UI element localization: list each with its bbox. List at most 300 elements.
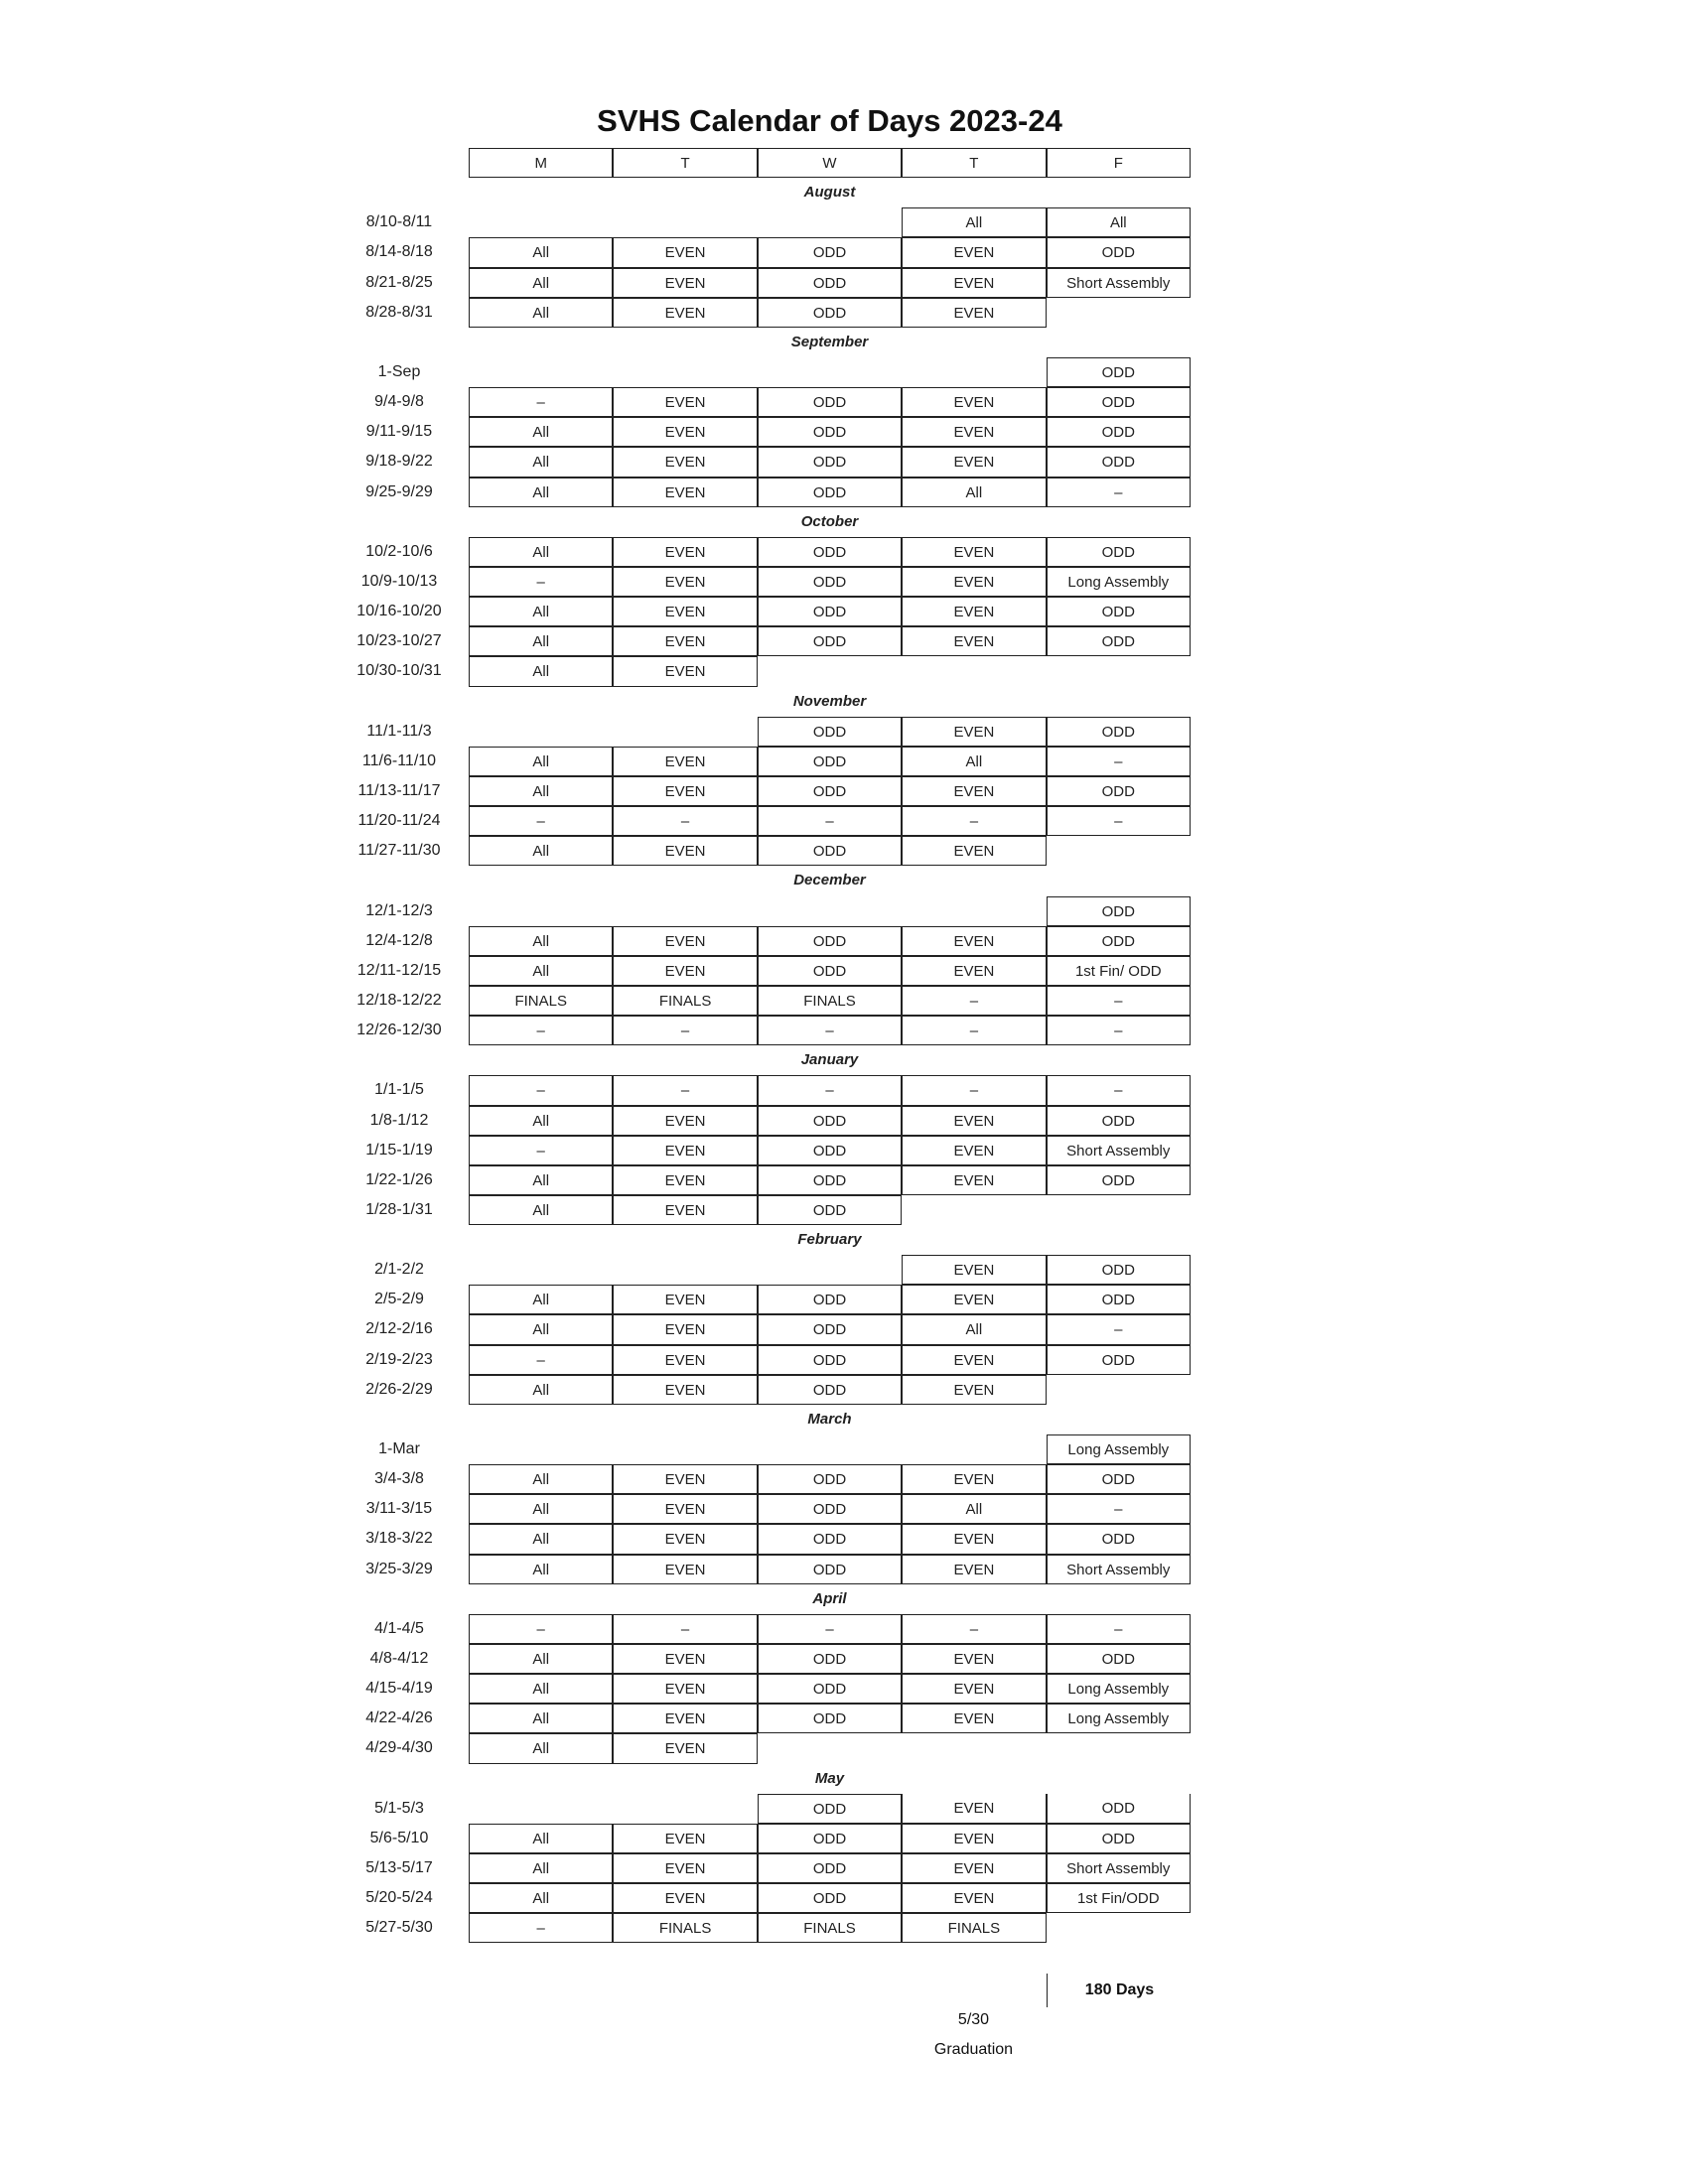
- month-row: [338, 1764, 1201, 1794]
- day-cell-friday: ODD: [1047, 387, 1191, 417]
- day-cell-tuesday: FINALS: [613, 1913, 757, 1943]
- day-cell-tuesday: EVEN: [613, 1375, 757, 1405]
- day-cell-friday: Long Assembly: [1047, 1674, 1191, 1704]
- day-cell-wednesday: ODD: [758, 626, 902, 656]
- week-row: [338, 1434, 1201, 1464]
- day-cell-monday: All: [469, 1165, 613, 1195]
- day-cell-wednesday: ODD: [758, 717, 902, 747]
- day-cell-monday: All: [469, 1883, 613, 1913]
- week-row: [338, 387, 1201, 417]
- week-range-label: 4/29-4/30: [365, 1739, 433, 1757]
- week-range-label: 8/21-8/25: [365, 273, 433, 291]
- week-range-label: 2/1-2/2: [374, 1261, 424, 1279]
- week-row: [338, 717, 1201, 747]
- day-cell-thursday: EVEN: [902, 1464, 1046, 1494]
- day-cell-tuesday: EVEN: [613, 1136, 757, 1165]
- week-row: [338, 567, 1201, 597]
- day-cell-thursday: EVEN: [902, 387, 1046, 417]
- week-row: [338, 417, 1201, 447]
- day-cell-monday: All: [469, 776, 613, 806]
- day-cell-wednesday: ODD: [758, 1464, 902, 1494]
- day-cell-tuesday: EVEN: [613, 1195, 757, 1225]
- day-cell-tuesday: EVEN: [613, 1644, 757, 1674]
- day-cell-monday: –: [469, 1136, 613, 1165]
- week-row: [338, 1733, 1201, 1763]
- column-header-tuesday: T: [613, 148, 757, 178]
- day-cell-thursday: EVEN: [902, 1824, 1046, 1853]
- day-cell-thursday: EVEN: [902, 1853, 1046, 1883]
- day-cell-wednesday: ODD: [758, 836, 902, 866]
- day-cell-tuesday: EVEN: [613, 1733, 757, 1763]
- day-cell-thursday: EVEN: [902, 956, 1046, 986]
- week-row: [338, 447, 1201, 477]
- day-cell-tuesday: EVEN: [613, 926, 757, 956]
- day-cell-wednesday: ODD: [758, 1853, 902, 1883]
- graduation-label: Graduation: [933, 2041, 1014, 2058]
- week-range-label: 9/25-9/29: [365, 482, 433, 500]
- column-header-monday: M: [469, 148, 613, 178]
- day-cell-wednesday: ODD: [758, 1824, 902, 1853]
- day-cell-monday: All: [469, 1674, 613, 1704]
- week-range-label: 2/26-2/29: [365, 1380, 433, 1398]
- week-range-label: 12/4-12/8: [365, 931, 433, 949]
- week-row: [338, 237, 1201, 267]
- day-cell-friday: ODD: [1047, 776, 1191, 806]
- day-cell-thursday: All: [902, 478, 1046, 507]
- day-cell-wednesday: ODD: [758, 1494, 902, 1524]
- day-cell-wednesday: ODD: [758, 956, 902, 986]
- week-range-label: 10/16-10/20: [356, 603, 442, 620]
- day-cell-monday: –: [469, 567, 613, 597]
- day-cell-thursday: EVEN: [902, 1644, 1046, 1674]
- day-cell-wednesday: ODD: [758, 926, 902, 956]
- day-cell-monday: –: [469, 387, 613, 417]
- day-cell-wednesday: ODD: [758, 567, 902, 597]
- day-cell-thursday: EVEN: [902, 268, 1046, 298]
- day-cell-wednesday: ODD: [758, 1136, 902, 1165]
- week-row: [338, 1075, 1201, 1105]
- day-cell-tuesday: EVEN: [613, 1883, 757, 1913]
- day-cell-wednesday: ODD: [758, 537, 902, 567]
- day-cell-tuesday: EVEN: [613, 1285, 757, 1314]
- day-cell-wednesday: ODD: [758, 417, 902, 447]
- day-cell-friday: ODD: [1047, 537, 1191, 567]
- month-label: March: [807, 1410, 852, 1428]
- day-cell-thursday: –: [902, 1614, 1046, 1644]
- week-range-label: 12/18-12/22: [356, 991, 442, 1009]
- week-range-label: 3/11-3/15: [365, 1500, 433, 1518]
- day-cell-thursday: EVEN: [902, 926, 1046, 956]
- week-range-label: 4/8-4/12: [369, 1650, 429, 1668]
- week-row: [338, 1314, 1201, 1344]
- day-cell-thursday: EVEN: [902, 836, 1046, 866]
- week-range-label: 5/13-5/17: [365, 1859, 433, 1877]
- day-cell-wednesday: ODD: [758, 1285, 902, 1314]
- day-cell-tuesday: EVEN: [613, 597, 757, 626]
- day-cell-tuesday: EVEN: [613, 836, 757, 866]
- week-row: [338, 806, 1201, 836]
- week-range-label: 12/26-12/30: [356, 1022, 442, 1039]
- week-range-label: 8/28-8/31: [365, 303, 433, 321]
- day-cell-friday: ODD: [1047, 926, 1191, 956]
- day-cell-thursday: EVEN: [902, 776, 1046, 806]
- day-cell-tuesday: EVEN: [613, 1555, 757, 1584]
- day-cell-tuesday: EVEN: [613, 1165, 757, 1195]
- day-cell-monday: All: [469, 836, 613, 866]
- day-cell-friday: ODD: [1047, 1255, 1191, 1285]
- day-cell-wednesday: ODD: [758, 478, 902, 507]
- week-row: [338, 1464, 1201, 1494]
- week-range-label: 5/20-5/24: [365, 1889, 433, 1907]
- week-row: [338, 1524, 1201, 1554]
- day-cell-tuesday: EVEN: [613, 268, 757, 298]
- day-cell-wednesday: ODD: [758, 387, 902, 417]
- week-range-label: 11/1-11/3: [366, 722, 432, 740]
- day-cell-wednesday: –: [758, 806, 902, 836]
- day-cell-tuesday: –: [613, 1075, 757, 1105]
- day-cell-wednesday: ODD: [758, 1165, 902, 1195]
- day-cell-friday: ODD: [1047, 1285, 1191, 1314]
- day-cell-wednesday: –: [758, 1614, 902, 1644]
- day-cell-wednesday: ODD: [758, 1524, 902, 1554]
- day-cell-monday: –: [469, 1016, 613, 1045]
- day-cell-thursday: All: [902, 747, 1046, 776]
- day-cell-wednesday: FINALS: [758, 986, 902, 1016]
- day-cell-monday: –: [469, 1075, 613, 1105]
- day-cell-monday: All: [469, 1824, 613, 1853]
- week-row: [338, 1375, 1201, 1405]
- month-row: [338, 328, 1201, 357]
- page-title: SVHS Calendar of Days 2023-24: [597, 103, 1062, 138]
- month-label: December: [793, 872, 866, 889]
- day-cell-monday: All: [469, 1644, 613, 1674]
- day-cell-wednesday: ODD: [758, 1674, 902, 1704]
- day-cell-wednesday: ODD: [758, 1883, 902, 1913]
- month-row: [338, 1225, 1201, 1255]
- day-cell-friday: ODD: [1047, 447, 1191, 477]
- week-row: [338, 1494, 1201, 1524]
- day-cell-thursday: EVEN: [902, 1285, 1046, 1314]
- day-cell-tuesday: EVEN: [613, 387, 757, 417]
- week-row: [338, 986, 1201, 1016]
- week-range-label: 1/28-1/31: [365, 1200, 433, 1218]
- week-range-label: 1/22-1/26: [365, 1170, 433, 1188]
- day-cell-tuesday: EVEN: [613, 1853, 757, 1883]
- day-cell-monday: All: [469, 298, 613, 328]
- week-row: [338, 1853, 1201, 1883]
- day-cell-monday: All: [469, 1285, 613, 1314]
- week-range-label: 5/1-5/3: [374, 1799, 424, 1817]
- day-cell-monday: –: [469, 1614, 613, 1644]
- day-cell-tuesday: FINALS: [613, 986, 757, 1016]
- day-cell-monday: FINALS: [469, 986, 613, 1016]
- day-cell-friday: 1st Fin/ODD: [1047, 1883, 1191, 1913]
- day-cell-monday: –: [469, 1345, 613, 1375]
- day-cell-friday: –: [1047, 986, 1191, 1016]
- day-cell-tuesday: EVEN: [613, 237, 757, 267]
- day-cell-monday: All: [469, 1314, 613, 1344]
- week-range-label: 1-Sep: [377, 362, 421, 380]
- week-range-label: 11/27-11/30: [357, 842, 441, 860]
- day-cell-tuesday: –: [613, 1016, 757, 1045]
- day-cell-tuesday: EVEN: [613, 567, 757, 597]
- week-row: [338, 1824, 1201, 1853]
- day-cell-monday: All: [469, 478, 613, 507]
- day-cell-thursday: EVEN: [902, 1674, 1046, 1704]
- calendar-body: [338, 178, 1201, 1943]
- day-cell-monday: All: [469, 1524, 613, 1554]
- day-cell-friday: –: [1047, 806, 1191, 836]
- day-cell-tuesday: EVEN: [613, 447, 757, 477]
- day-cell-wednesday: ODD: [758, 1794, 902, 1824]
- day-cell-monday: All: [469, 597, 613, 626]
- week-range-label: 1-Mar: [378, 1440, 420, 1458]
- day-cell-friday: ODD: [1047, 597, 1191, 626]
- week-row: [338, 656, 1201, 686]
- week-range-label: 11/6-11/10: [361, 751, 437, 769]
- header-row: [338, 148, 1201, 178]
- day-cell-wednesday: ODD: [758, 298, 902, 328]
- week-range-label: 11/20-11/24: [357, 812, 441, 830]
- week-range-label: 1/1-1/5: [374, 1081, 424, 1099]
- day-cell-friday: –: [1047, 1075, 1191, 1105]
- week-row: [338, 1106, 1201, 1136]
- day-cell-thursday: EVEN: [902, 1165, 1046, 1195]
- week-row: [338, 1255, 1201, 1285]
- day-cell-thursday: EVEN: [902, 1704, 1046, 1733]
- day-cell-thursday: EVEN: [902, 417, 1046, 447]
- day-cell-friday: ODD: [1047, 1464, 1191, 1494]
- day-cell-monday: All: [469, 626, 613, 656]
- day-cell-friday: –: [1047, 1016, 1191, 1045]
- day-cell-monday: –: [469, 806, 613, 836]
- day-cell-thursday: –: [902, 1075, 1046, 1105]
- day-cell-wednesday: ODD: [758, 1644, 902, 1674]
- day-cell-monday: All: [469, 237, 613, 267]
- week-row: [338, 207, 1201, 237]
- day-cell-friday: ODD: [1047, 417, 1191, 447]
- week-range-label: 3/18-3/22: [365, 1530, 433, 1548]
- column-header-thursday: T: [902, 148, 1046, 178]
- week-range-label: 5/6-5/10: [369, 1829, 429, 1846]
- day-cell-thursday: EVEN: [902, 567, 1046, 597]
- week-row: [338, 776, 1201, 806]
- week-range-label: 2/19-2/23: [365, 1350, 433, 1368]
- day-cell-monday: All: [469, 926, 613, 956]
- day-cell-friday: Long Assembly: [1047, 1434, 1191, 1464]
- week-row: [338, 478, 1201, 507]
- day-cell-wednesday: ODD: [758, 1106, 902, 1136]
- month-row: [338, 1405, 1201, 1434]
- day-cell-monday: All: [469, 268, 613, 298]
- day-cell-tuesday: EVEN: [613, 478, 757, 507]
- day-cell-thursday: EVEN: [902, 597, 1046, 626]
- day-cell-friday: Long Assembly: [1047, 1704, 1191, 1733]
- day-cell-friday: –: [1047, 1314, 1191, 1344]
- week-range-label: 1/15-1/19: [365, 1141, 433, 1159]
- day-cell-friday: –: [1047, 478, 1191, 507]
- day-cell-friday: ODD: [1047, 1824, 1191, 1853]
- week-range-label: 10/30-10/31: [356, 662, 442, 680]
- week-row: [338, 1555, 1201, 1584]
- day-cell-wednesday: ODD: [758, 1345, 902, 1375]
- day-cell-tuesday: EVEN: [613, 417, 757, 447]
- day-cell-friday: –: [1047, 1614, 1191, 1644]
- week-row: [338, 1644, 1201, 1674]
- day-cell-tuesday: EVEN: [613, 1824, 757, 1853]
- week-row: [338, 1136, 1201, 1165]
- day-cell-friday: –: [1047, 1494, 1191, 1524]
- day-cell-thursday: EVEN: [902, 1375, 1046, 1405]
- column-header-friday: F: [1047, 148, 1191, 178]
- month-row: [338, 507, 1201, 537]
- week-range-label: 4/15-4/19: [365, 1680, 433, 1698]
- calendar-grid: [338, 148, 1201, 1943]
- total-days-label: 180 Days: [1047, 1974, 1192, 2007]
- day-cell-monday: All: [469, 1733, 613, 1763]
- column-header-wednesday: W: [758, 148, 902, 178]
- month-label: October: [800, 512, 859, 530]
- day-cell-wednesday: ODD: [758, 1314, 902, 1344]
- day-cell-monday: All: [469, 956, 613, 986]
- day-cell-tuesday: EVEN: [613, 776, 757, 806]
- day-cell-wednesday: ODD: [758, 268, 902, 298]
- day-cell-tuesday: EVEN: [613, 537, 757, 567]
- week-range-label: 8/14-8/18: [365, 243, 433, 261]
- week-range-label: 9/4-9/8: [374, 393, 424, 411]
- week-row: [338, 1704, 1201, 1733]
- day-cell-monday: –: [469, 1913, 613, 1943]
- graduation-date: 5/30: [957, 2011, 990, 2028]
- day-cell-monday: All: [469, 1494, 613, 1524]
- week-row: [338, 1794, 1201, 1824]
- week-row: [338, 926, 1201, 956]
- week-row: [338, 1883, 1201, 1913]
- day-cell-monday: All: [469, 747, 613, 776]
- week-row: [338, 1016, 1201, 1045]
- week-range-label: 1/8-1/12: [369, 1111, 429, 1129]
- week-row: [338, 1913, 1201, 1943]
- week-range-label: 5/27-5/30: [365, 1919, 433, 1937]
- month-row: [338, 866, 1201, 895]
- day-cell-friday: Short Assembly: [1047, 1555, 1191, 1584]
- month-label: November: [792, 692, 867, 710]
- day-cell-wednesday: –: [758, 1016, 902, 1045]
- day-cell-wednesday: FINALS: [758, 1913, 902, 1943]
- day-cell-tuesday: EVEN: [613, 1106, 757, 1136]
- week-row: [338, 1345, 1201, 1375]
- day-cell-thursday: EVEN: [902, 237, 1046, 267]
- day-cell-friday: ODD: [1047, 1794, 1191, 1824]
- day-cell-monday: All: [469, 656, 613, 686]
- week-row: [338, 1165, 1201, 1195]
- day-cell-wednesday: ODD: [758, 1555, 902, 1584]
- week-range-label: 10/2-10/6: [365, 542, 433, 560]
- day-cell-monday: All: [469, 1555, 613, 1584]
- day-cell-tuesday: EVEN: [613, 747, 757, 776]
- month-label: February: [797, 1231, 862, 1249]
- day-cell-monday: All: [469, 447, 613, 477]
- week-row: [338, 268, 1201, 298]
- day-cell-friday: Short Assembly: [1047, 1136, 1191, 1165]
- day-cell-thursday: EVEN: [902, 1345, 1046, 1375]
- week-row: [338, 597, 1201, 626]
- day-cell-wednesday: ODD: [758, 776, 902, 806]
- month-row: [338, 687, 1201, 717]
- week-range-label: 4/1-4/5: [374, 1619, 424, 1637]
- day-cell-thursday: EVEN: [902, 1555, 1046, 1584]
- day-cell-tuesday: EVEN: [613, 626, 757, 656]
- day-cell-thursday: EVEN: [902, 1524, 1046, 1554]
- week-range-label: 10/23-10/27: [356, 632, 442, 650]
- day-cell-thursday: EVEN: [902, 298, 1046, 328]
- week-range-label: 4/22-4/26: [365, 1709, 433, 1727]
- day-cell-thursday: EVEN: [902, 717, 1046, 747]
- day-cell-wednesday: ODD: [758, 747, 902, 776]
- week-range-label: 2/5-2/9: [374, 1291, 424, 1308]
- week-range-label: 9/11-9/15: [365, 423, 433, 441]
- day-cell-friday: ODD: [1047, 1345, 1191, 1375]
- week-range-label: 9/18-9/22: [365, 453, 433, 471]
- day-cell-wednesday: ODD: [758, 1704, 902, 1733]
- week-row: [338, 1195, 1201, 1225]
- day-cell-tuesday: EVEN: [613, 1704, 757, 1733]
- week-row: [338, 1285, 1201, 1314]
- day-cell-friday: ODD: [1047, 626, 1191, 656]
- day-cell-thursday: All: [902, 1314, 1046, 1344]
- month-row: [338, 1045, 1201, 1075]
- month-label: April: [812, 1589, 847, 1607]
- day-cell-thursday: EVEN: [902, 1794, 1046, 1824]
- week-row: [338, 896, 1201, 926]
- day-cell-wednesday: ODD: [758, 1195, 902, 1225]
- day-cell-tuesday: EVEN: [613, 656, 757, 686]
- day-cell-monday: All: [469, 537, 613, 567]
- day-cell-thursday: FINALS: [902, 1913, 1046, 1943]
- day-cell-wednesday: ODD: [758, 1375, 902, 1405]
- day-cell-friday: ODD: [1047, 896, 1191, 926]
- day-cell-thursday: EVEN: [902, 626, 1046, 656]
- week-range-label: 3/4-3/8: [374, 1470, 424, 1488]
- day-cell-friday: ODD: [1047, 1524, 1191, 1554]
- week-range-label: 11/13-11/17: [357, 781, 441, 799]
- month-row: [338, 1584, 1201, 1614]
- day-cell-friday: Short Assembly: [1047, 268, 1191, 298]
- day-cell-thursday: EVEN: [902, 1255, 1046, 1285]
- day-cell-friday: 1st Fin/ ODD: [1047, 956, 1191, 986]
- day-cell-friday: ODD: [1047, 1106, 1191, 1136]
- day-cell-wednesday: ODD: [758, 447, 902, 477]
- week-range-label: 10/9-10/13: [360, 572, 438, 590]
- day-cell-thursday: EVEN: [902, 1136, 1046, 1165]
- week-range-label: 2/12-2/16: [365, 1320, 433, 1338]
- day-cell-tuesday: EVEN: [613, 1674, 757, 1704]
- week-row: [338, 1674, 1201, 1704]
- day-cell-thursday: EVEN: [902, 1106, 1046, 1136]
- day-cell-monday: All: [469, 1375, 613, 1405]
- month-label: August: [803, 184, 856, 202]
- day-cell-tuesday: EVEN: [613, 956, 757, 986]
- day-cell-friday: ODD: [1047, 717, 1191, 747]
- day-cell-friday: ODD: [1047, 1165, 1191, 1195]
- month-label: May: [814, 1769, 845, 1787]
- day-cell-tuesday: EVEN: [613, 1494, 757, 1524]
- day-cell-wednesday: ODD: [758, 597, 902, 626]
- day-cell-tuesday: EVEN: [613, 298, 757, 328]
- day-cell-tuesday: EVEN: [613, 1524, 757, 1554]
- week-row: [338, 537, 1201, 567]
- month-label: January: [800, 1051, 859, 1069]
